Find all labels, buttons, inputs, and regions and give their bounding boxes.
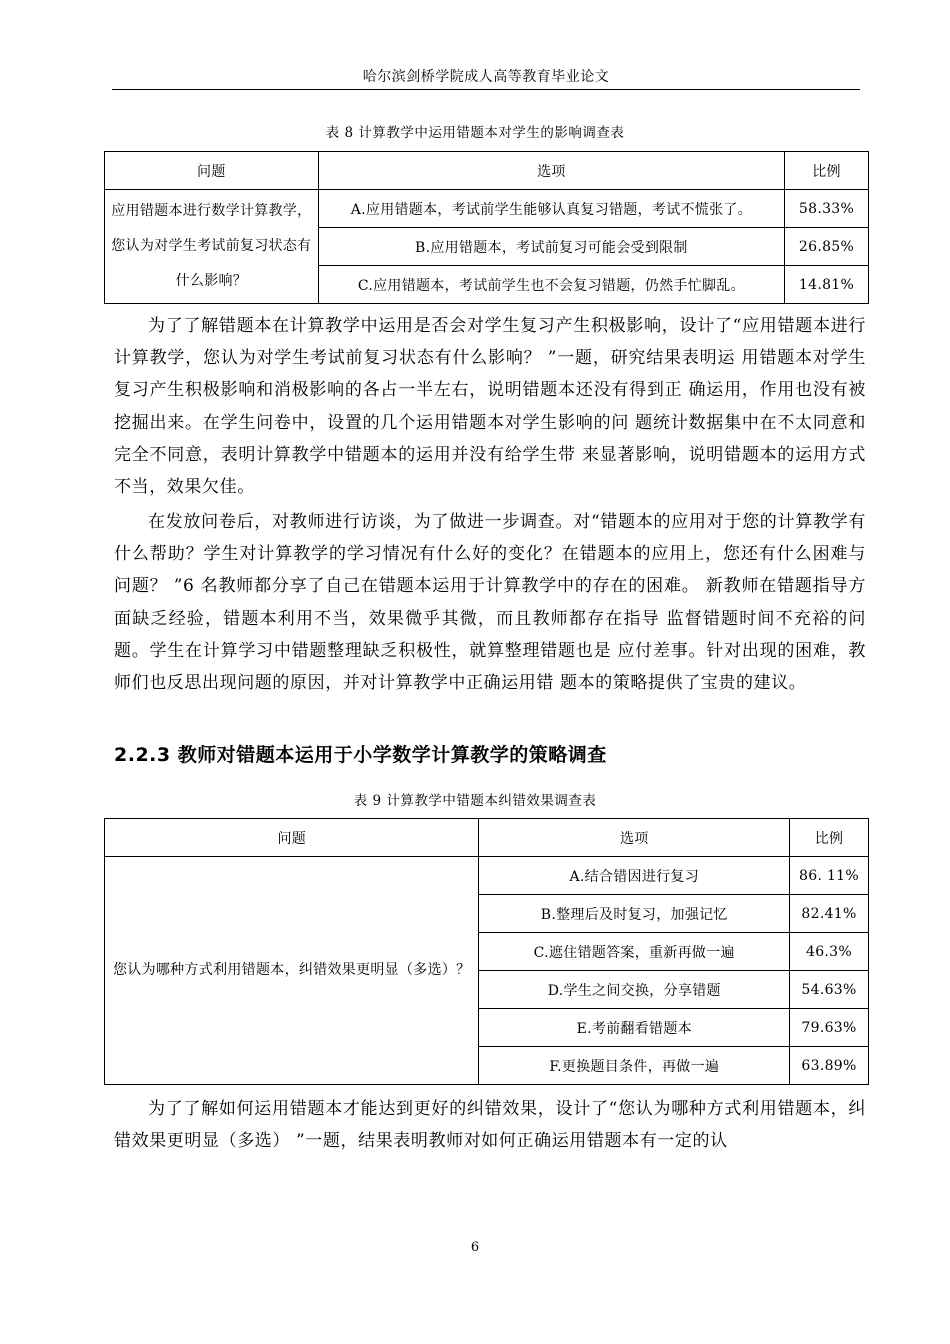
option-cell: A.应用错题本，考试前学生能够认真复习错题，考试不慌张了。: [318, 190, 784, 228]
option-cell: C.遮住错题答案，重新再做一遍: [479, 933, 790, 971]
table-row: [105, 190, 869, 228]
running-header: 哈尔滨剑桥学院成人高等教育毕业论文: [362, 69, 610, 85]
table8-caption: 表 8 计算教学中运用错题本对学生的影响调查表: [325, 125, 625, 141]
option-cell: C.应用错题本，考试前学生也不会复习错题，仍然手忙脚乱。: [318, 266, 784, 304]
option-cell: A.结合错因进行复习: [479, 857, 790, 895]
ratio-cell: 63.89%: [790, 1047, 869, 1085]
option-cell: B.应用错题本，考试前复习可能会受到限制: [318, 228, 784, 266]
question-cell: 您认为哪种方式利用错题本，纠错效果更明显（多选）？: [105, 857, 479, 1085]
option-cell: F.更换题目条件，再做一遍: [479, 1047, 790, 1085]
body-paragraph: 在发放问卷后，对教师进行访谈，为了做进一步调查。对“错题本的应用对于您的计算教学有什么帮助？学生对计算教学的学习情况有什么好的变化？在错题本的应用上，您还有什么困难与问题？ ”6 名教师都分享了自己在错题本运用于计算教学中的存在的困难。 新教师在错题指导方面缺乏经验，错题本利用不当，效果微乎其微，而且教师都存在指导 监督错题时间不充裕的问题。学生在计算学习中错题整理缺乏积极性，就算整理错题也是 应付差事。针对出现的困难，教师们也反思出现问题的原因，并对计算教学中正确运用错 题本的策略提供了宝贵的建议。: [114, 512, 866, 694]
ratio-cell: 86. 11%: [790, 857, 869, 895]
body-paragraph: 为了了解错题本在计算教学中运用是否会对学生复习产生积极影响，设计了“应用错题本进行计算教学，您认为对学生考试前复习状态有什么影响？ ”一题，研究结果表明运 用错题本对学生复习产生积极影响和消极影响的各占一半左右，说明错题本还没有得到正 确运用，作用也没有被挖掘出来。在学生问卷中，设置的几个运用错题本对学生影响的问 题统计数据集中在不太同意和完全不同意，表明计算教学中错题本的运用并没有给学生带 来显著影响，说明错题本的运用方式不当，效果欠佳。: [114, 316, 866, 498]
header-cell-ratio: 比例: [790, 819, 869, 857]
option-cell: E.考前翻看错题本: [479, 1009, 790, 1047]
header-cell-question: 问题: [105, 152, 319, 190]
table-header-row: [105, 819, 869, 857]
table9: [104, 818, 869, 1085]
table-row: [105, 857, 869, 895]
ratio-cell: 14.81%: [785, 266, 869, 304]
body-paragraph: 为了了解如何运用错题本才能达到更好的纠错效果，设计了“您认为哪种方式利用错题本，纠错效果更明显（多选） ”一题，结果表明教师对如何正确运用错题本有一定的认: [114, 1099, 866, 1152]
ratio-cell: 58.33%: [785, 190, 869, 228]
header-cell-ratio: 比例: [785, 152, 869, 190]
option-cell: D.学生之间交换，分享错题: [479, 971, 790, 1009]
ratio-cell: 82.41%: [790, 895, 869, 933]
ratio-cell: 79.63%: [790, 1009, 869, 1047]
table9-caption: 表 9 计算教学中错题本纠错效果调查表: [353, 793, 597, 809]
ratio-cell: 26.85%: [785, 228, 869, 266]
table8: [104, 151, 869, 304]
question-cell: 应用错题本进行数学计算教学，您认为对学生考试前复习状态有什么影响？: [105, 190, 319, 304]
page-number: 6: [470, 1240, 480, 1255]
section-heading: 2.2.3 教师对错题本运用于小学数学计算教学的策略调查: [114, 744, 607, 766]
header-cell-option: 选项: [318, 152, 784, 190]
ratio-cell: 54.63%: [790, 971, 869, 1009]
table-header-row: [105, 152, 869, 190]
header-cell-option: 选项: [479, 819, 790, 857]
ratio-cell: 46.3%: [790, 933, 869, 971]
header-rule: [112, 89, 860, 90]
option-cell: B.整理后及时复习，加强记忆: [479, 895, 790, 933]
header-cell-question: 问题: [105, 819, 479, 857]
